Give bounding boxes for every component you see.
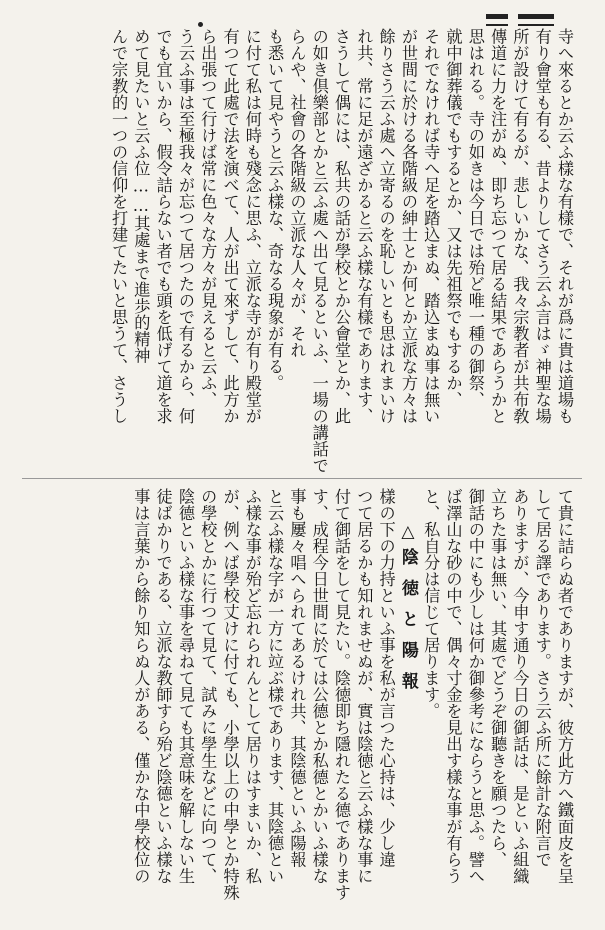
text-line: 思はれる。寺の如きは今日では殆ど唯一種の御祭、 <box>465 28 485 408</box>
text-line: ふ樣な事が殆ど忘れられんとして居りはすまいか、私 <box>242 488 262 884</box>
text-line: が、例へば學校丈けに付ても、小學以上の中學とか特殊 <box>220 488 240 901</box>
text-line: と、私自分は信じて居ります。 <box>421 488 441 719</box>
text-line: 所が設けて有るが、悲しいかな、我々宗教者が共布敎 <box>510 28 530 424</box>
header-mark-left <box>486 14 508 19</box>
text-line: 寺へ來るとか云ふ樣な有樣で、それが爲に貴は道場も <box>555 28 574 424</box>
text-line: めて見たいと云ふ位……其處まで進歩的精神 <box>131 28 151 364</box>
heading-text: 陰徳と陽報 <box>397 548 418 703</box>
text-line: でも宜いから、假令詰らない者でも頭を低げて道を求 <box>153 28 173 424</box>
text-line: に付て私は何時も殘念に思ふ、立派な寺が有り殿堂が <box>242 28 262 424</box>
text-line: して居る譯であります。さう云ふ所に餘計な附言で <box>532 488 552 868</box>
text-line: それでなければ寺へ足を踏込まぬ、踏込まぬ事は無い <box>421 28 441 424</box>
text-line: と云ふ樣な字が一方に竝ぶ樣であります、其陰德とい <box>265 488 285 884</box>
header-mark-right <box>518 14 554 19</box>
heading-triangle-mark: △ <box>397 522 418 548</box>
text-line: ら出張つて行けば常に色々な方々が見えると云ふ、 <box>198 28 218 408</box>
header-dot <box>198 22 203 27</box>
text-line: さうして偶には、私共の話が學校とか公會堂とか、此 <box>332 28 352 424</box>
text-line: の學校とかに行つて見て、試みに學生などに向つて、 <box>198 488 218 884</box>
text-line: 傳道に力を注がぬ、即ち忘つて居る結果であらうかと <box>488 28 508 424</box>
text-line: 有つて此處で法を演べて、人が出て來ずして、此方か <box>220 28 240 424</box>
text-line: 事も屢々唱へられてあるけれ共、其陰德といふ陽報 <box>287 488 307 868</box>
text-line: て貴に詰らぬ者でありますが、彼方此方へ鐵面皮を呈 <box>555 488 574 884</box>
text-line: らんや、社會の各階級の立派な人々が、それ <box>287 28 307 358</box>
text-line: が世間に於ける各階級の紳士とか何とか立派な方々は <box>398 28 418 424</box>
text-line: 樣の下の力持といふ事を私が言つた心持は、少し違 <box>376 488 396 868</box>
text-line: 徒ばかりである、立派な教師すら殆ど陰德といふ樣な <box>153 488 173 884</box>
text-line: んで宗教的一つの信仰を打建てたいと思うて、さうし <box>109 28 129 424</box>
text-line: 陰德といふ樣な事を尋ねて見ても其意味を解しない生 <box>175 488 195 884</box>
text-line: の如き倶樂部とかと云ふ處へ出て見るといふ、一場の講話で <box>309 28 329 474</box>
text-line: 餘りさう云ふ處へ立寄るのを恥しいとも思はれまいけ <box>376 28 396 424</box>
text-line: 就中御葬儀でもするとか、又は先祖祭でもするか、 <box>443 28 463 408</box>
text-line: 事は言葉から餘り知らぬ人がある、僅かな中學校位の <box>131 488 151 884</box>
text-line: す、成程今日世間に於ては公德とか私德とかいふ樣な <box>309 488 329 884</box>
text-line: れ共、常に足が遠ざかると云ふ樣な有樣であります、 <box>354 28 374 424</box>
text-line: 付て御話をして見たい。陰徳即ち隱れたる德であります <box>332 488 352 901</box>
text-line: も悉いて見やうと云ふ樣な、奇なる現象が有る。 <box>265 28 285 391</box>
text-line: 立ちた事は無い、其處でどうぞ御聽きを願つたら、 <box>488 488 508 868</box>
text-line: ありますが、今申す通り今日の御話は、是といふ組織 <box>510 488 530 884</box>
top-text-block <box>19 28 575 474</box>
section-heading <box>397 488 419 906</box>
text-line: つて居るかも知れませぬが、實は陰徳と云ふ樣な事に <box>354 488 374 884</box>
bottom-text-block <box>19 488 575 906</box>
header-mark-right-under <box>518 24 554 26</box>
text-line: う云ふ事は至極我々が忘つて居つたので有るから、何 <box>175 28 195 424</box>
text-line: ば澤山な砂の中で、偶々寸金を見出す樣な事が有らう <box>443 488 463 884</box>
section-divider <box>22 478 582 479</box>
header-mark-left-under <box>486 24 508 26</box>
text-line: 御話の中にも少しは何か御參考にならうと思ふ。譬へ <box>465 488 485 884</box>
text-line: 有り會堂も有る、昔よりしてさう云ふ言はゞ神聖な場 <box>532 28 552 424</box>
